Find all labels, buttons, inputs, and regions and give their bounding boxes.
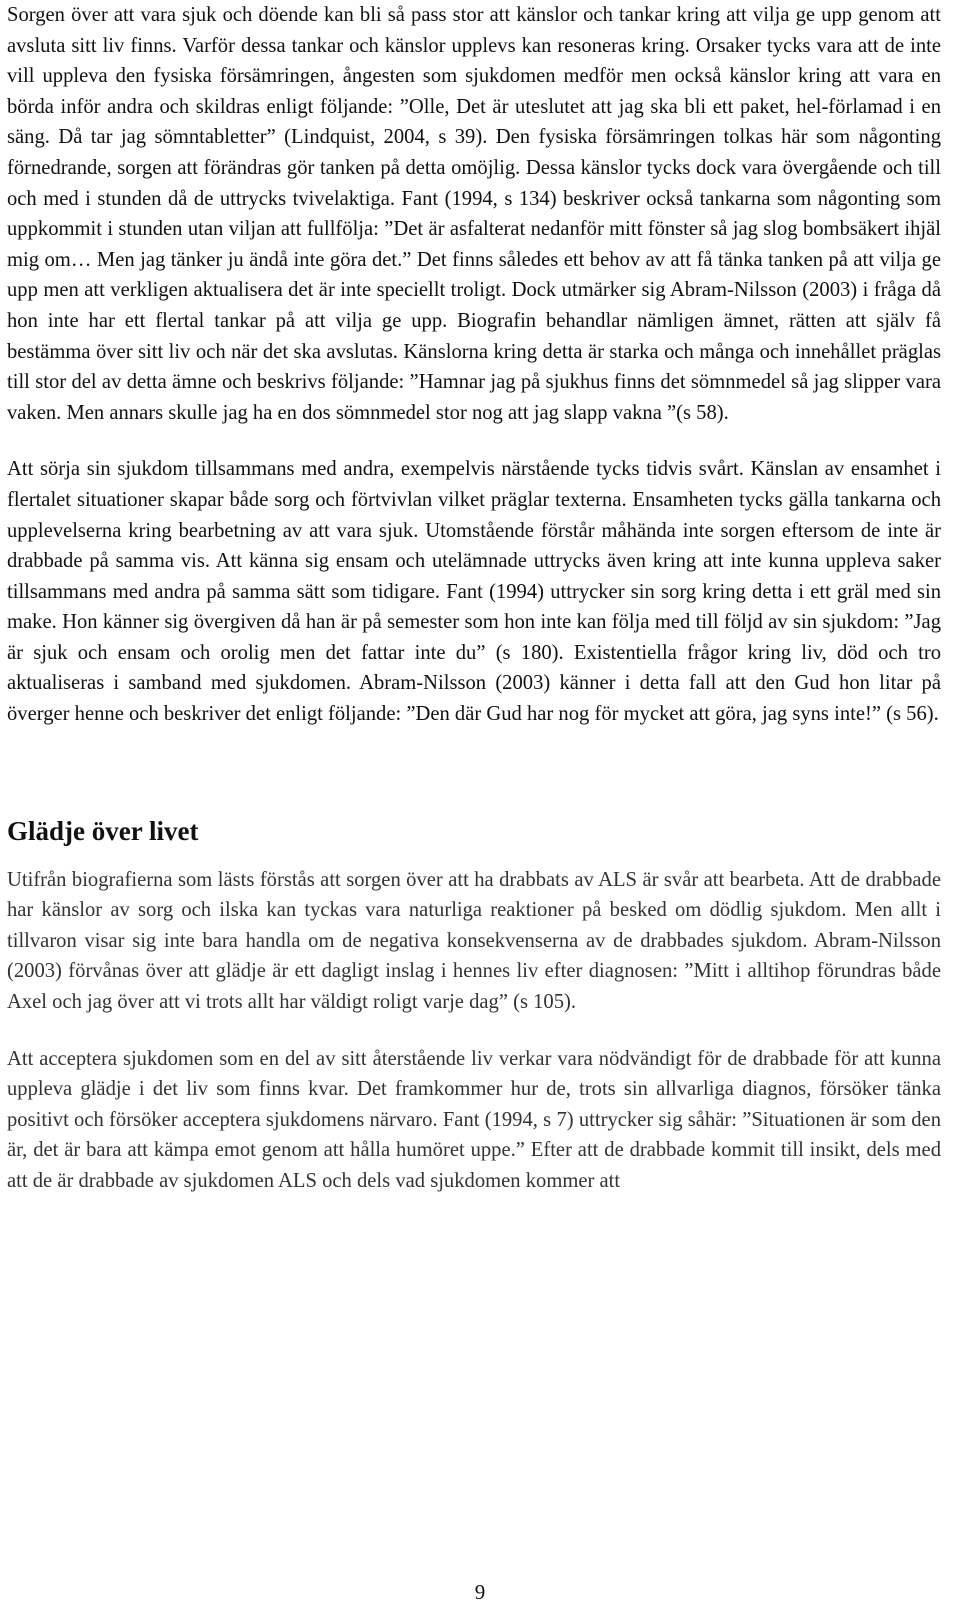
page-number: 9 [474, 1580, 486, 1604]
body-paragraph: Utifrån biografierna som lästs förstås att sorgen över att ha drabbats av ALS är svår att bearbeta. Att de drabbade har känslor av sorg och ilska kan tyckas vara naturliga reaktioner på besked om dödlig sjukdom. Men allt i tillvaron visar sig inte bara handla om de negativa konsekvenserna av de drabbades sjukdom. Abram-Nilsson (2003) förvånas över att glädje är ett dagligt inslag i hennes liv efter diagnosen: ”Mitt i alltihop förundras både Axel och jag över att vi trots allt har väldigt roligt varje dag” (s 105). [7, 868, 941, 1014]
body-paragraph: Att sörja sin sjukdom tillsammans med andra, exempelvis närstående tycks tidvis svårt. Känslan av ensamhet i flertalet situationer skapar både sorg och förtvivlan vilket präglar texterna. Ensamheten tycks gälla tankarna och upplevelserna kring bearbetning av att vara sjuk. Utomstående förstår måhända inte sorgen eftersom de inte är drabbade på samma vis. Att känna sig ensam och utelämnade uttrycks även kring att inte kunna uppleva saker tillsammans med andra på samma sätt som tidigare. Fant (1994) uttrycker sin sorg kring detta i ett gräl med sin make. Hon känner sig övergiven då han är på semester som hon inte kan följa med till följd av sin sjukdom: ”Jag är sjuk och ensam och orolig men det fattar inte du” (s 180). Existentiella frågor kring liv, död och tro aktualiseras i samband med sjukdomen. Abram-Nilsson (2003) känner i detta fall att den Gud hon litar på överger henne och beskriver det enligt följande: ”Den där Gud har nog för mycket att göra, jag syns inte!” (s 56). [7, 458, 941, 726]
document-page [7, 0, 941, 1197]
section-heading: Glädje över livet [7, 815, 199, 846]
body-paragraph: Att acceptera sjukdomen som en del av sitt återstående liv verkar vara nödvändigt för de drabbade för att kunna uppleva glädje i det liv som finns kvar. Det framkommer hur de, trots sin allvarliga diagnos, försöker tänka positivt och försöker acceptera sjukdomens närvaro. Fant (1994, s 7) uttrycker sig såhär: ”Situationen är som den är, det är bara att kämpa emot genom att hålla humöret uppe.” Efter att de drabbade kommit till insikt, dels med att de är drabbade av sjukdomen ALS och dels vad sjukdomen kommer att [7, 1047, 941, 1192]
body-paragraph: Sorgen över att vara sjuk och döende kan bli så pass stor att känslor och tankar kring att vilja ge upp genom att avsluta sitt liv finns. Varför dessa tankar och känslor upplevs kan resoneras kring. Orsaker tycks vara att de inte vill uppleva den fysiska försämringen, ångesten som sjukdomen medför men också känslor kring att vara en börda inför andra och skildras enligt följande: ”Olle, Det är uteslutet att jag ska bli ett paket, hel-förlamad i en säng. Då tar jag sömntabletter” (Lindquist, 2004, s 39). Den fysiska försämringen tolkas här som någonting förnedrande, sorgen att förändras gör tanken på detta omöjlig. Dessa känslor tycks dock vara övergående och till och med i stunden då de uttrycks tvivelaktiga. Fant (1994, s 134) beskriver också tankarna som någonting som uppkommit i stunden utan viljan att fullfölja: ”Det är asfalterat nedanför mitt fönster så jag slog bombsäkert ihjäl mig om… Men jag tänker ju ändå inte göra det.” Det finns således ett behov av att få tänka tanken på att vilja ge upp men att verkligen aktualisera det är inte speciellt troligt. Dock utmärker sig Abram-Nilsson (2003) i fråga då hon inte har ett flertal tankar på att vilja ge upp. Biografin behandlar nämligen ämnet, rätten att själv få bestämma över sitt liv och när det ska avslutas. Känslorna kring detta är starka och många och innehållet präglas till stor del av detta ämne och beskrivs följande: ”Hamnar jag på sjukhus finns det sömnmedel så jag slipper vara vaken. Men annars skulle jag ha en dos sömnmedel stor nog att jag slapp vakna ”(s 58). [7, 4, 941, 424]
